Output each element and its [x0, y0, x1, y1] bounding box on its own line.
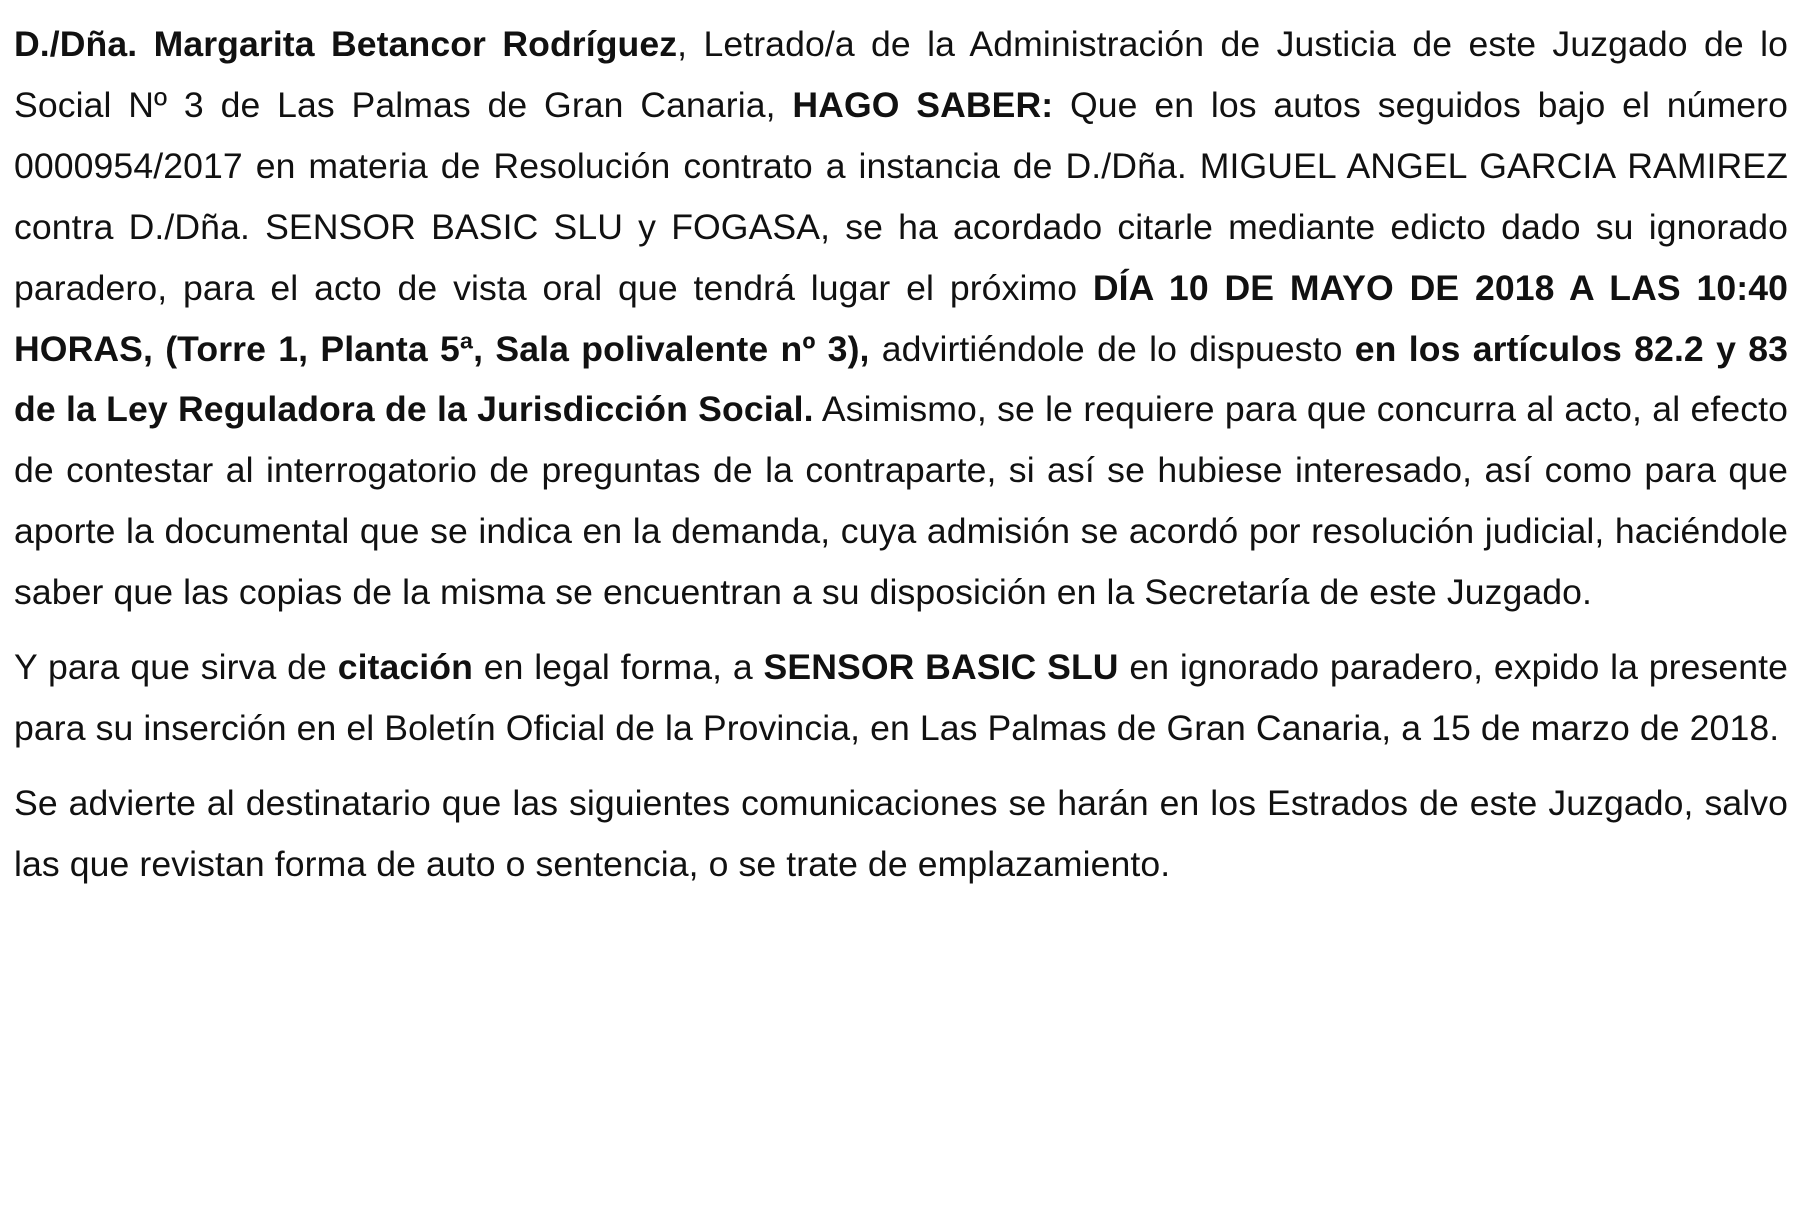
citation-intro-text: Y para que sirva de	[14, 647, 338, 688]
notice-text: Se advierte al destinatario que las siguientes comunicaciones se harán en los Estrados de este Juzgado, salvo las que revistan forma de auto o sentencia, o se trate de emplazamiento.	[14, 782, 1788, 884]
requirements-text: Asimismo, se le requiere para que concurra al acto, al efecto de contestar al interrogatorio de preguntas de la contraparte, si así se hubiese interesado, así como para que aporte la documental que se indica en la demanda, cuya admisión se acordó por resolución judicial, haciéndole saber que las copias de la misma se encuentran a su disposición en la Secretaría de este Juzgado.	[14, 389, 1788, 613]
citation-word: citación	[337, 647, 473, 688]
law-reference-text: en los artículos 82.2 y 83 de la Ley Reguladora de la Jurisdicción Social.	[14, 328, 1789, 430]
clerk-role-text: , Letrado/a de la Administración de Justicia de este Juzgado de lo Social Nº 3 de Las Palmas de Gran Canaria,	[14, 24, 1788, 125]
hago-saber-label: HAGO SABER:	[792, 84, 1054, 125]
clerk-name: D./Dña. Margarita Betancor Rodríguez	[14, 24, 678, 64]
warning-text: advirtiéndole de lo dispuesto	[869, 328, 1355, 369]
defendant-name: SENSOR BASIC SLU	[763, 647, 1119, 688]
notice-paragraph	[14, 773, 1788, 895]
edict-body-paragraph	[14, 14, 1788, 623]
citation-middle-text: en legal forma, a	[472, 647, 764, 688]
case-details-text: Que en los autos seguidos bajo el número 0000954/2017 en materia de Resolución contrato a instancia de D./Dña. MIGUEL ANGEL GARCIA RAMIREZ contra D./Dña. SENSOR BASIC SLU y FOGASA, se ha acordado citarle mediante edicto dado su ignorado paradero, para el acto de vista oral que tendrá lugar el próximo	[14, 84, 1788, 308]
hearing-date-text: DÍA 10 DE MAYO DE 2018 A LAS 10:40 HORAS, (Torre 1, Planta 5ª, Sala polivalente nº 3),	[14, 267, 1789, 369]
citation-paragraph	[14, 637, 1788, 759]
edict-document	[14, 14, 1788, 895]
citation-closing-text: en ignorado paradero, expido la presente para su inserción en el Boletín Oficial de la Provincia, en Las Palmas de Gran Canaria, a 15 de marzo de 2018.	[14, 647, 1789, 748]
